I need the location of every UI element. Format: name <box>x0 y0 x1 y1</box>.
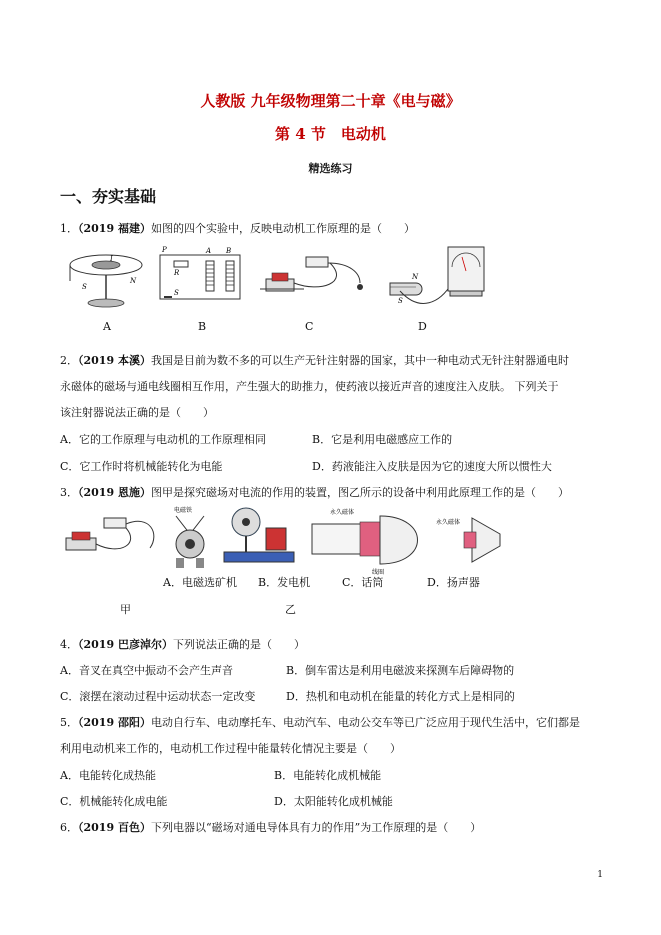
q3-figure-a <box>174 506 204 568</box>
q3-fig-d-label: 永久磁体 <box>436 519 461 526</box>
q1-b-letter-p: P <box>162 246 167 254</box>
q1-figure-b <box>160 246 240 299</box>
q1-label-b: B <box>198 320 207 333</box>
q5-option-a: A．电能转化成热能 <box>60 769 156 782</box>
q3-option-a: A．电磁选矿机 <box>163 576 237 589</box>
q3-option-c: C．话筒 <box>342 576 384 589</box>
q3-option-b: B．发电机 <box>258 576 311 589</box>
q1-b-letter-s: S <box>174 289 179 297</box>
question-4: 4．（2019 巴彦淖尔）下列说法正确的是（ ） <box>60 638 305 651</box>
q3-fig-c-coil: 线圈 <box>372 569 385 576</box>
question-2-line-3: 该注射器说法正确的是（ ） <box>60 406 214 419</box>
q1-figures <box>60 243 500 323</box>
q2-option-a: A．它的工作原理与电动机的工作原理相同 <box>60 433 266 446</box>
q1-a-letter-i: I <box>110 255 113 263</box>
question-5-line-1: 5．（2019 邵阳）电动自行车、电动摩托车、电动汽车、电动公交车等已广泛应用于现代生活中，它们都是 <box>60 716 580 729</box>
question-5-line-2: 利用电动机来工作的，电动机工作过程中能量转化情况主要是（ ） <box>60 742 401 755</box>
q1-label-a: A <box>103 320 111 333</box>
q1-a-letter-s: S <box>82 283 87 291</box>
q5-option-c: C．机械能转化成电能 <box>60 795 168 808</box>
q1-a-letter-n: N <box>130 277 137 285</box>
q1-b-letter-b: B <box>226 247 232 255</box>
q3-figures <box>60 504 520 576</box>
q4-option-c: C．滚摆在滚动过程中运动状态一定改变 <box>60 690 256 703</box>
document-title: 人教版 九年级物理第二十章《电与磁》 <box>200 92 461 110</box>
q2-option-d: D．药液能注入皮肤是因为它的速度大所以惯性大 <box>312 460 552 473</box>
q3-figure-d <box>436 518 500 562</box>
q2-option-b: B．它是利用电磁感应工作的 <box>312 433 453 446</box>
q1-figure-d <box>390 247 484 305</box>
q4-option-b: B．倒车雷达是利用电磁波来探测车后障碍物的 <box>286 664 515 677</box>
q3-label-jia: 甲 <box>120 603 131 616</box>
q3-option-d: D．扬声器 <box>427 576 480 589</box>
question-6: 6．（2019 百色）下列电器以“磁场对通电导体具有力的作用”为工作原理的是（ ） <box>60 821 482 834</box>
q1-d-letter-s: S <box>398 297 403 305</box>
q1-figure-a <box>70 255 142 307</box>
q2-option-c: C．它工作时将机械能转化为电能 <box>60 460 223 473</box>
q3-figure-jia <box>66 518 154 550</box>
q5-option-b: B．电能转化成机械能 <box>274 769 382 782</box>
q3-figure-b <box>224 508 294 562</box>
q3-figure-c <box>312 508 418 576</box>
q1-b-letter-a: A <box>206 247 212 255</box>
q1-label-d: D <box>418 320 427 333</box>
q1-figure-c <box>260 257 363 291</box>
q4-option-a: A．音叉在真空中振动不会产生声音 <box>60 664 233 677</box>
section-heading: 一、夯实基础 <box>60 187 157 206</box>
q1-label-c: C <box>305 320 314 333</box>
question-2-line-1: 2．（2019 本溪）我国是目前为数不多的可以生产无针注射器的国家，其中一种电动式无针注射器通电时 <box>60 354 569 367</box>
q3-fig-a-label: 电磁铁 <box>174 507 193 514</box>
question-2-line-2: 永磁体的磁场与通电线圈相互作用，产生强大的助推力，使药液以接近声音的速度注入皮肤。 下列关于 <box>60 380 559 393</box>
exercise-label: 精选练习 <box>308 162 353 175</box>
q3-fig-c-label: 永久磁体 <box>330 509 355 516</box>
page-number: 1 <box>597 870 603 880</box>
section-subtitle: 第 4 节 电动机 <box>275 125 386 143</box>
q4-option-d: D．热机和电动机在能量的转化方式上是相同的 <box>286 690 515 703</box>
q3-label-yi: 乙 <box>285 603 296 616</box>
q1-d-letter-n: N <box>412 273 419 281</box>
q1-b-letter-r: R <box>174 269 180 277</box>
question-1: 1．（2019 福建）如图的四个实验中，反映电动机工作原理的是（ ） <box>60 222 415 235</box>
question-3: 3．（2019 恩施）图甲是探究磁场对电流的作用的装置，图乙所示的设备中利用此原理工作的是（ ） <box>60 486 569 499</box>
q5-option-d: D．太阳能转化成机械能 <box>274 795 393 808</box>
